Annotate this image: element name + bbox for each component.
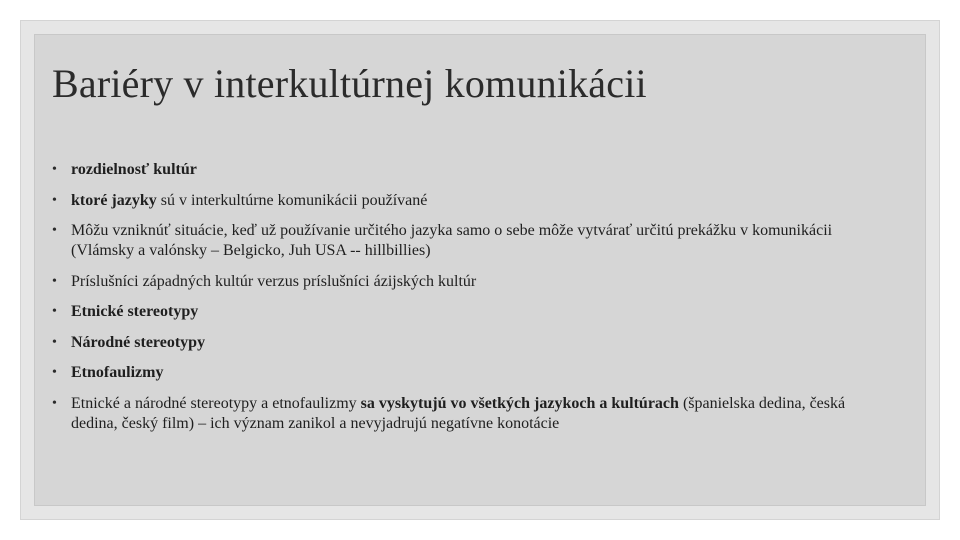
bullet-item bbox=[52, 302, 852, 322]
bullet-item bbox=[52, 363, 852, 383]
bullet-text: (španielska dedina, česká dedina, český film) – ich význam zanikol a nevyjadrujú negatívne konotácie bbox=[71, 394, 846, 432]
bullet-text: Môžu vzniknúť situácie, keď už používanie určitého jazyka samo o sebe môže vytvárať určitú prekážku v komunikácii (Vlámsky a valónsky – Belgicko, Juh USA -- hillbillies) bbox=[71, 222, 833, 259]
bullet-item bbox=[52, 160, 852, 180]
bullet-list bbox=[52, 160, 852, 444]
bullet-text: Príslušníci západných kultúr verzus príslušníci ázijských kultúr bbox=[71, 272, 477, 290]
bullet-strong-text: rozdielnosť kultúr bbox=[71, 161, 197, 178]
bullet-item bbox=[52, 191, 852, 211]
bullet-strong-text: ktoré jazyky bbox=[71, 191, 161, 209]
bullet-item bbox=[52, 272, 852, 292]
bullet-item bbox=[52, 394, 852, 434]
bullet-strong-text: Etnické stereotypy bbox=[71, 303, 199, 320]
bullet-strong-text: Etnofaulizmy bbox=[71, 364, 164, 381]
bullet-text: Etnické a národné stereotypy a etnofaulizmy bbox=[71, 394, 361, 412]
slide-title: Bariéry v interkultúrnej komunikácii bbox=[52, 61, 647, 106]
bullet-text: sú v interkultúrne komunikácii používané bbox=[160, 191, 428, 209]
bullet-strong-text: sa vyskytujú vo všetkých jazykoch a kultúrach bbox=[360, 394, 679, 412]
bullet-strong-text: Národné stereotypy bbox=[71, 333, 206, 351]
bullet-item bbox=[52, 333, 852, 353]
bullet-item bbox=[52, 221, 852, 261]
